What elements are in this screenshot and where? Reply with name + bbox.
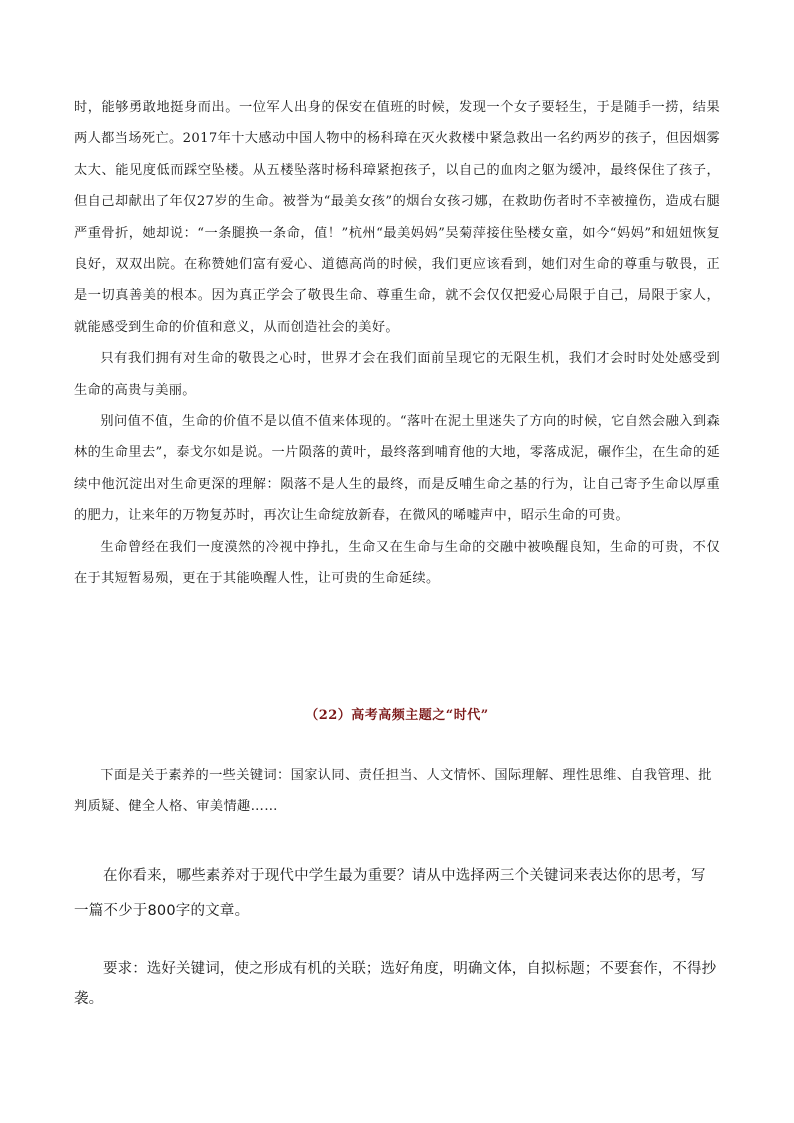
keywords-paragraph xyxy=(74,760,720,822)
essay-paragraph: 别问值不值，生命的价值不是以值不值来体现的。“落叶在泥土里迷失了方向的时候，它自然会融入到森林的生命里去”，泰戈尔如是说。一片陨落的黄叶，最终落到哺育他的大地，零落成泥，碾作尘，在生命的延续中他沉淀出对生命更深的理解：陨落不是人生的最终，而是反哺生命之基的行为，让自己寄予生命以厚重的肥力，让来年的万物复苏时，再次让生命绽放新春，在微风的唏嘘声中，昭示生命的可贵。 xyxy=(74,414,720,524)
section-title: （22）高考高频主题之“时代” xyxy=(305,708,489,723)
essay-body xyxy=(74,92,720,595)
essay-paragraph: 生命曾经在我们一度漠然的冷视中挣扎，生命又在生命与生命的交融中被唤醒良知，生命的可贵，不仅在于其短暂易殒，更在于其能唤醒人性，让可贵的生命延续。 xyxy=(74,539,720,587)
writing-prompt xyxy=(74,859,720,929)
essay-paragraph: 只有我们拥有对生命的敬畏之心时，世界才会在我们面前呈现它的无限生机，我们才会时时处处感受到生命的高贵与美丽。 xyxy=(74,351,720,398)
writing-requirement xyxy=(74,954,720,1014)
requirement-text: 要求：选好关键词，使之形成有机的关联；选好角度，明确文体，自拟标题；不要套作，不得抄袭。 xyxy=(74,961,717,1007)
essay-paragraph-continued: 时，能够勇敢地挺身而出。一位军人出身的保安在值班的时候，发现一个女子要轻生，于是随手一捞，结果两人都当场死亡。2017年十大感动中国人物中的杨科璋在灭火救楼中紧急救出一名约两岁的孩子，但因烟雾太大、能见度低而踩空坠楼。从五楼坠落时杨科璋紧抱孩子，以自己的血肉之躯为缓冲，最终保住了孩子，但自己却献出了年仅27岁的生命。被誉为“最美女孩”的烟台女孩刁娜，在救助伤者时不幸被撞伤，造成右腿严重骨折，她却说：“一条腿换一条命，值！”杭州“最美妈妈”吴菊萍接住坠楼女童，如今“妈妈”和妞妞恢复良好，双双出院。在称赞她们富有爱心、道德高尚的时候，我们更应该看到，她们对生命的尊重与敬畏，正是一切真善美的根本。因为真正学会了敬畏生命、尊重生命，就不会仅仅把爱心局限于自己，局限于家人，就能感受到生命的价值和意义，从而创造社会的美好。 xyxy=(74,100,720,335)
prompt-text: 在你看来，哪些素养对于现代中学生最为重要？请从中选择两三个关键词来表达你的思考，写一篇不少于800字的文章。 xyxy=(74,868,706,919)
keywords-text: 下面是关于素养的一些关键词：国家认同、责任担当、人文情怀、国际理解、理性思维、自我管理、批判质疑、健全人格、审美情趣…… xyxy=(74,768,712,814)
